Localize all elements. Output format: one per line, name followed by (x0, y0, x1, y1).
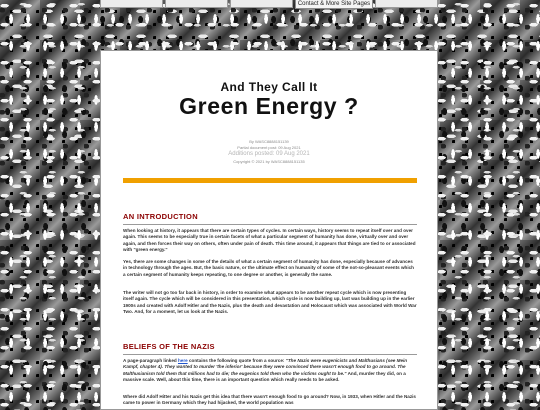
copyright-line: Copyright © 2021 by WASC8888151135 (233, 159, 305, 164)
section-heading-beliefs: BELIEFS OF THE NAZIS (123, 342, 215, 351)
intro-paragraph-2: Yes, there are some changes in some of the details of what a certain segment of humanity has done, especially because of advances in technology through the ages. But, the basic nature, or the ultimate effect on humanity of some of the not-so-pleasant events which a certain segment of humanity keeps repeating, to one degree or another, is generally the same. (123, 259, 414, 277)
beliefs-text-a: A page-paragraph linked (123, 358, 178, 363)
beliefs-paragraph-1 (123, 358, 417, 384)
beliefs-text-c: And, murder they did, on a massive scale. Well, about this time, there is an important question which really needs to be asked. (123, 370, 406, 383)
page-title: Green Energy ? (179, 93, 359, 119)
beliefs-text-b: contains the following quote from a source: (187, 358, 286, 363)
additions-date: Additions posted: 09 Aug 2021 (228, 151, 310, 157)
here-link[interactable]: here (177, 358, 188, 363)
author-line: By WASC8888151139 (249, 139, 289, 144)
posted-date: Partial document post: 09 Aug 2021 (237, 145, 301, 150)
nazi-quote: "The Nazis were eugenicists and Malthusians (see Mein Kampf, chapter 4). They wanted to murder 'the inferior' because they were convinced there wasn't enough food to go around. The Malthusianism told them that millions had to die; the eugenics told them who the victims ought to be." (123, 358, 408, 376)
nav-slot[interactable] (230, 0, 293, 8)
contact-more-pages-button[interactable]: Contact & More Site Pages (295, 0, 373, 9)
intro-paragraph-1: When looking at history, it appears that there are certain types of cycles. In certain ways, history seems to repeat itself over and over again. This seems to be especially true in certain facets of what a particular segment of humanity has done, virtually over and over again, and then forces their way on others, often under pain of death. This time around, it appears that things are tied to or associated with "green energy." (123, 228, 416, 253)
intro-paragraph-3: The writer will not go too far back in history, in order to examine what appears to be another repeat cycle which is now presenting itself again. The cycle which will be considered in this presentation, which cycle is now building up, last was building up in the earlier 1900s and created with Adolf Hitler and the Nazis, plus the death and devastation and Holocaust which was associated with World War Two. And, for a moment, let us look at the Nazis. (123, 290, 417, 315)
section-divider (123, 354, 417, 355)
orange-divider (123, 178, 417, 183)
beliefs-paragraph-2: Where did Adolf Hitter and his Nazis get this idea that there wasn't enough food to go around? Now, in 1933, when Hitler and the Nazis came to power in Germany which they had hijacked, the world population was (123, 394, 416, 406)
section-heading-introduction: AN INTRODUCTION (123, 212, 198, 221)
nav-slot[interactable] (165, 0, 228, 8)
top-nav-bar (100, 0, 438, 9)
nav-slot[interactable] (375, 0, 438, 8)
article-page (100, 50, 438, 410)
section-divider (123, 224, 417, 225)
nav-slot[interactable] (100, 0, 163, 8)
page-title-top: And They Call It (220, 80, 318, 94)
